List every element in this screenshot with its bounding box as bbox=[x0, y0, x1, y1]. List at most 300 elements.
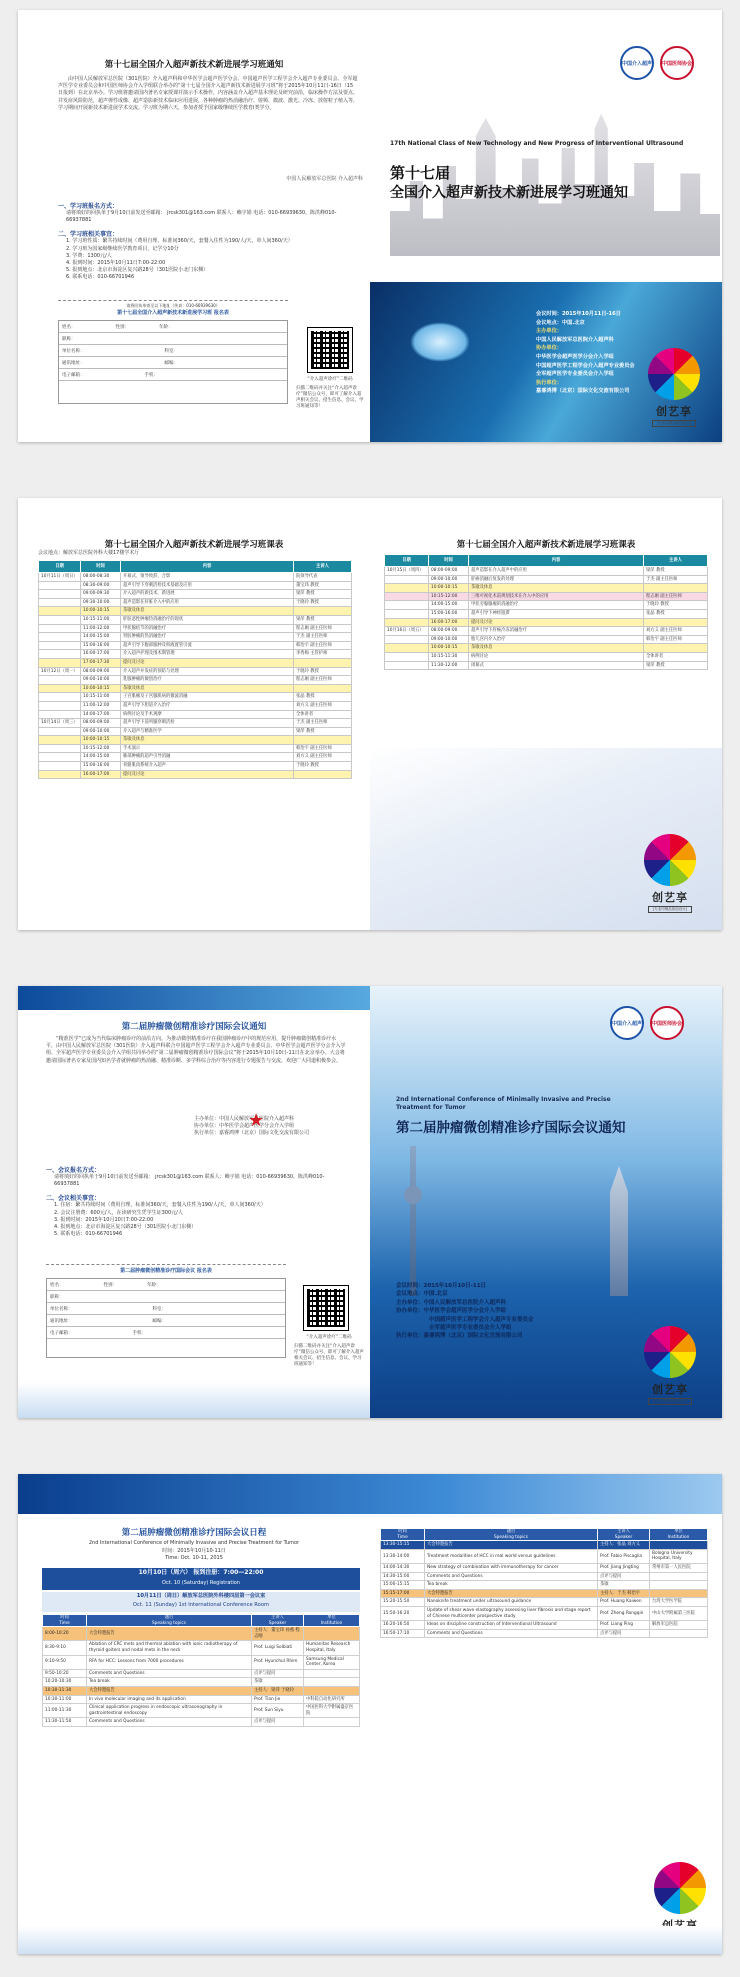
schedule-cell-date bbox=[385, 652, 429, 661]
schedule-cell-time: 14:00-15:00 bbox=[81, 633, 121, 642]
schedule-cell-date: 10月12日（周一） bbox=[39, 667, 81, 676]
schedule-cell-content: 甲状旁腺腺瘤的消融治疗 bbox=[469, 601, 644, 610]
schedule-cell-content: 介入超声的新技术、新进展 bbox=[121, 590, 294, 599]
schedule-cell-time: 10:15-12:00 bbox=[81, 744, 121, 753]
conf-form-field-title[interactable]: 职称： bbox=[47, 1291, 285, 1303]
program-cell-speaker: 点评与提问 bbox=[598, 1572, 650, 1581]
schedule-cell-time: 09:30-10:00 bbox=[81, 598, 121, 607]
tower-sphere-illustration bbox=[404, 1186, 422, 1204]
program-cell-inst: 中山大学附属第三医院 bbox=[650, 1606, 708, 1620]
notice-intro: 由中国人民解放军总医院（301医院）介入超声科和中华医学会超声医学分会、中国超声医学工程学会介入超声专业委员会、全军超声医学专业委员会和中国医师协会介入学组联合举办的“第十七届全国介入超声新技术新进展学习班”将于2015年10月11日-16日（15日报到）在北京举办。学习班将邀请国内著名专家授课并演示手术操作，内容涵盖介入超声基本理论及研究前沿，临床操作方法及要点、并发症风险防范，超声弹性成像、超声造影新技术临床应用进展，各种肿瘤的热消融治疗、射频、微波、激光、冷冻、放射粒子植入等，学习期间开展新技术新进展学术交流。学习班为期六天，参加者授予国家级继续医学教育I类学分。 bbox=[58, 76, 359, 111]
form-note: 请将回执单寄至以下地址（传真：010-66939630） bbox=[126, 303, 220, 308]
qr-label-2: “介入超声诊疗”二维码 bbox=[306, 1335, 352, 1340]
schedule-cell-speaker bbox=[644, 618, 708, 627]
program-cell-time: 10:20-10:30 bbox=[43, 1678, 87, 1687]
brochure-spread-3 bbox=[18, 986, 722, 1418]
program-cell-speaker: 主持人：董宝玮 孙燕 程志刚 bbox=[252, 1627, 304, 1641]
schedule-row bbox=[39, 727, 352, 736]
schedule-row bbox=[39, 633, 352, 642]
schedule-cell-speaker: 董宝玮 教授 bbox=[294, 581, 352, 590]
registration-form bbox=[58, 320, 288, 404]
schedule-row bbox=[39, 590, 352, 599]
schedule-cell-date bbox=[39, 710, 81, 719]
program-cell-topic: Comments and Questions bbox=[87, 1718, 252, 1727]
schedule2-table-wrap bbox=[384, 554, 708, 670]
schedule-cell-content: 肾脏肿瘤的热消融治疗 bbox=[121, 633, 294, 642]
schedule-cell-speaker: 刘方义 副主任医师 bbox=[294, 753, 352, 762]
schedule-row bbox=[385, 644, 708, 653]
program-cell-time: 15:50-16:20 bbox=[381, 1606, 425, 1620]
schedule-cell-speaker: 刘方义 副主任医师 bbox=[644, 627, 708, 636]
program-cell-inst: 台湾大学医学院 bbox=[650, 1598, 708, 1607]
schedule-row bbox=[39, 667, 352, 676]
program-cell-time: 11:00-11:30 bbox=[43, 1704, 87, 1718]
schedule-cell-speaker: 全体讲者 bbox=[644, 652, 708, 661]
section-matters-heading: 二、学习班相关事宜： bbox=[58, 231, 119, 239]
cut-line bbox=[58, 300, 288, 301]
program-cell-topic: 大会特邀报告 bbox=[425, 1589, 598, 1598]
schedule-cell-content: 甲状腺结节的消融治疗 bbox=[121, 624, 294, 633]
schedule-row bbox=[385, 618, 708, 627]
schedule-cell-speaker: 于晓玲 教授 bbox=[294, 762, 352, 771]
program-bottom-wave bbox=[18, 1926, 722, 1954]
schedule-cell-content: 超声引导下前列腺穿刺活检 bbox=[121, 719, 294, 728]
schedule-cell-date bbox=[385, 635, 429, 644]
schedule-cell-content: 介入超声并发症的预防与处理 bbox=[121, 667, 294, 676]
schedule-cell-speaker bbox=[294, 684, 352, 693]
schedule-cell-time: 10:15-12:00 bbox=[429, 592, 469, 601]
schedule-row bbox=[385, 627, 708, 636]
schedule-cell-speaker: 梁萍 教授 bbox=[294, 615, 352, 624]
conf-registration-body: 请将填好的回执单于9月10日前发送至邮箱： jrcsk301@163.com 联系人：赖宇娟 电话：010-66939630、陈洪峰010-66937881 bbox=[54, 1174, 325, 1188]
schedule-row bbox=[385, 635, 708, 644]
program-cell-topic: Nanoknife treatment under ultrasound guidance bbox=[425, 1598, 598, 1607]
conf-form-field-address[interactable]: 通讯地址： 邮编： bbox=[47, 1315, 285, 1327]
schedule-cell-content: 病例讨论及手术观摩 bbox=[121, 710, 294, 719]
schedule-cell-date bbox=[39, 744, 81, 753]
registration-banner: 10月10日（周六） 报到注册：7:00—22:00 Oct. 10 (Saturday) Registration bbox=[42, 1568, 360, 1590]
official-seal-star-icon: ★ bbox=[248, 1110, 265, 1131]
schedule-cell-time: 08:00-09:00 bbox=[429, 567, 469, 576]
society-badge-right-2: 中国医师协会 bbox=[650, 1006, 684, 1040]
schedule-cell-content: 肺部肿瘤的超声引导消融 bbox=[121, 753, 294, 762]
schedule-cell-speaker: 梁萍 教授 bbox=[294, 590, 352, 599]
program-cell-inst bbox=[650, 1572, 708, 1581]
program-cell-time: 15:00-15:15 bbox=[381, 1581, 425, 1590]
program-row bbox=[43, 1655, 360, 1669]
conf-cover-info: 会议时间：2015年10月10日-11日 会议地点：中国.北京 主办单位：中国人民解放军总医院介入超声科 协办单位：中华医学会超声医学分会介入学组 中国超声医学工程学会介入超声专业委员会 全军超声医学专业委员会介入学组 执行单位：嘉睿鸿博（北京）国际文化交流有限公司 bbox=[396, 1283, 534, 1340]
schedule-cell-date bbox=[39, 633, 81, 642]
schedule-cell-content: 超声引导下肝癌冷冻消融治疗 bbox=[469, 627, 644, 636]
wechat-qr-code-2 bbox=[304, 1286, 348, 1330]
schedule-cell-time: 08:30-09:00 bbox=[81, 581, 121, 590]
brand-flower-icon bbox=[644, 834, 696, 886]
schedule-cell-content: 茶歇及休息 bbox=[121, 736, 294, 745]
form-field-name[interactable]: 姓名： 性别： 年龄： bbox=[59, 321, 287, 333]
schedule-row bbox=[39, 684, 352, 693]
program-row bbox=[381, 1589, 708, 1598]
program-row bbox=[381, 1606, 708, 1620]
schedule-cell-speaker bbox=[644, 644, 708, 653]
schedule-cell-date bbox=[39, 684, 81, 693]
schedule-cell-content: 骨骼肌肉系统介入超声 bbox=[121, 762, 294, 771]
form-field-title[interactable]: 职称： bbox=[59, 333, 287, 345]
brand-logo-2: 创艺享 [专业印刷品原创设计] bbox=[640, 834, 700, 914]
schedule-cell-time: 15:00-16:00 bbox=[81, 641, 121, 650]
schedule-cell-time: 14:00-15:00 bbox=[81, 753, 121, 762]
conf-form-field-name[interactable]: 姓名： 性别： 年龄： bbox=[47, 1279, 285, 1291]
program-cell-speaker: 点评与提问 bbox=[252, 1669, 304, 1678]
notice-panel-17th bbox=[18, 10, 370, 442]
schedule-cell-speaker bbox=[294, 770, 352, 779]
cover-en-title: 17th National Class of New Technology and New Progress of Interventional Ultrasound bbox=[390, 140, 684, 147]
program-row bbox=[43, 1641, 360, 1655]
schedule-cell-speaker bbox=[644, 584, 708, 593]
form-field-email[interactable]: 电子邮箱： 手机： bbox=[59, 369, 287, 381]
program-table-left: 时间 Time 题目 Speaking topics 主讲人 Speaker 单位 Institution 8:00-10:20 大会特邀报告 主持人：董宝玮 孙燕 程志刚 8:30-9:10 Ablation of CRC mets and thermal ablation with ionic radiotherapy of thyroid goiters and nodal mets in the neck Prof. Luigi Solbiati Humanitas Research Hospital, Italy 9:10-9:50 RFA for HCC: Lessons from 7000 procedures Prof. Hyunchul Rhim Samsung Medical Center, Korea 9:50-10:20 Comments and Questions 点评与提问 10:20-10:30 Tea break 茶歇 10:30-11:30 大会特邀报告 主持人：梁萍 于晓玲 10:30-11:00 In vivo molecular imaging and its application Prof. Tian Jie 中科院自动化研究所 11:00-11:30 Clinical application progress in endoscopic ultrasonography in gastrointestinal endoscopy Prof. Sun Siyu 中国医科大学附属盛京医院 11:30-11:50 Comments and Questions 点评与提问 bbox=[42, 1614, 360, 1727]
conf-registration-form bbox=[46, 1278, 286, 1358]
schedule-row bbox=[385, 592, 708, 601]
program-table-left-wrap bbox=[42, 1614, 360, 1727]
program-cell-topic: Clinical application progress in endoscopic ultrasonography in gastrointestinal endoscopy bbox=[87, 1704, 252, 1718]
schedule-cell-speaker: 程志刚 副主任医师 bbox=[644, 592, 708, 601]
schedule-cell-date bbox=[39, 676, 81, 685]
schedule-cell-date bbox=[39, 753, 81, 762]
program-cell-time: 8:30-9:10 bbox=[43, 1641, 87, 1655]
schedule-cell-time: 10:00-10:15 bbox=[81, 684, 121, 693]
schedule-row bbox=[39, 770, 352, 779]
program-cell-time: 15:20-15:50 bbox=[381, 1598, 425, 1607]
program-cell-speaker: Prof. Jiang Jingting bbox=[598, 1563, 650, 1572]
conf-notice-title: 第二届肿瘤微创精准诊疗国际会议通知 bbox=[121, 1022, 267, 1032]
conf-form-field-unit[interactable]: 单位名称： 科室： bbox=[47, 1303, 285, 1315]
schedule-cell-date: 10月16日（周五） bbox=[385, 627, 429, 636]
schedule-row bbox=[385, 575, 708, 584]
program-cell-speaker: Prof. Zheng Rongqin bbox=[598, 1606, 650, 1620]
program-table-right-wrap bbox=[380, 1528, 708, 1638]
schedule-cell-speaker: 院领导代表 bbox=[294, 573, 352, 582]
program-cell-inst bbox=[650, 1541, 708, 1550]
schedule-cell-date bbox=[39, 607, 81, 616]
schedule-cell-speaker: 张晶 教授 bbox=[294, 693, 352, 702]
program-title: 第二届肿瘤微创精准诊疗国际会议日程 bbox=[121, 1528, 267, 1538]
schedule-cell-time: 16:00-17:00 bbox=[429, 618, 469, 627]
program-cell-time: 8:00-10:20 bbox=[43, 1627, 87, 1641]
brand-flower-icon bbox=[644, 1326, 696, 1378]
schedule-cell-date bbox=[385, 644, 429, 653]
schedule-cell-time: 09:00-09:30 bbox=[81, 590, 121, 599]
program-panel-right bbox=[370, 1474, 722, 1954]
schedule-cell-speaker: 韩治宇 副主任医师 bbox=[644, 635, 708, 644]
program-panel-left bbox=[18, 1474, 370, 1954]
brand-flower-icon bbox=[648, 348, 700, 400]
program-cell-inst: 中科院自动化研究所 bbox=[304, 1695, 360, 1704]
schedule-cell-content: 提问及讨论 bbox=[121, 658, 294, 667]
schedule-row bbox=[385, 567, 708, 576]
schedule-cell-time: 08:00-09:00 bbox=[81, 667, 121, 676]
form-field-blank[interactable] bbox=[59, 381, 287, 393]
schedule-panel-2 bbox=[370, 498, 722, 930]
schedule-row bbox=[39, 719, 352, 728]
schedule-cell-speaker: 于杰 副主任医师 bbox=[294, 633, 352, 642]
schedule-cell-speaker: 于晓玲 教授 bbox=[644, 601, 708, 610]
schedule2-title: 第十七届全国介入超声新技术新进展学习班课表 bbox=[456, 540, 636, 550]
program-row bbox=[381, 1629, 708, 1638]
program-en-title: 2nd International Conference of Minimally Invasive and Precise Treatment for Tumor bbox=[88, 1540, 300, 1546]
schedule-row bbox=[39, 650, 352, 659]
qr-label: “介入超声诊疗”二维码 bbox=[307, 377, 353, 382]
schedule-cell-content: 闭幕式 bbox=[469, 661, 644, 670]
program-cell-inst bbox=[650, 1581, 708, 1590]
schedule-cell-content: 茶歇及休息 bbox=[121, 684, 294, 693]
brochure-spread-4 bbox=[18, 1474, 722, 1954]
cover-title-line1: 第十七届 bbox=[390, 164, 451, 182]
program-cell-inst: Samsung Medical Center, Korea bbox=[304, 1655, 360, 1669]
schedule-cell-time: 09:00-10:00 bbox=[81, 727, 121, 736]
schedule-cell-content: 乳腺肿瘤的微创治疗 bbox=[121, 676, 294, 685]
schedule-cell-content: 超声引导下腹部脓肿及积液置管引流 bbox=[121, 641, 294, 650]
program-cell-topic: Update of shear wave elastography assessing liver fibrosis and stage report of Chinese multicenter prospective study bbox=[425, 1606, 598, 1620]
schedule-row bbox=[39, 581, 352, 590]
program-cell-speaker: Prof. Luigi Solbiati bbox=[252, 1641, 304, 1655]
schedule-cell-date bbox=[39, 770, 81, 779]
schedule-row bbox=[39, 573, 352, 582]
program-cell-topic: 大会特邀报告 bbox=[87, 1686, 252, 1695]
schedule-cell-date bbox=[39, 624, 81, 633]
schedule-cell-time: 15:00-16:00 bbox=[81, 762, 121, 771]
schedule-row bbox=[39, 658, 352, 667]
schedule-row bbox=[39, 693, 352, 702]
cut-line-2 bbox=[46, 1264, 286, 1265]
schedule1-title: 第十七届全国介入超声新技术新进展学习班课表 bbox=[104, 540, 284, 550]
schedule1-venue: 会议地点：解放军总医院外科大楼17楼学术厅 bbox=[38, 550, 140, 556]
program-cell-speaker: Prof. Huang Kaiwen bbox=[598, 1598, 650, 1607]
schedule-row bbox=[385, 661, 708, 670]
program-cell-inst bbox=[650, 1629, 708, 1638]
schedule-cell-date bbox=[39, 581, 81, 590]
program-cell-topic: New strategy of combination with immunotherapy for cancer bbox=[425, 1563, 598, 1572]
schedule-cell-content: 超声引导下胆道介入治疗 bbox=[121, 701, 294, 710]
program-cell-time: 14:00-14:30 bbox=[381, 1563, 425, 1572]
program-cell-speaker: 茶歇 bbox=[252, 1678, 304, 1687]
program-cell-inst: Humanitas Research Hospital, Italy bbox=[304, 1641, 360, 1655]
conf-notice-intro: “精准医学”已成为当代临床肿瘤诊疗的前沿方向。为推动微创精准诊疗在我国肿瘤诊疗中的规范应用，提升肿瘤微创精准诊疗水平，由中国人民解放军总医院（301医院）介入超声科联合中国超声医学工程学会介入超声专业委员会、中华医学会超声医学分会介入学组、全军超声医学专业委员会介入学组共同举办的“第二届肿瘤微创精准诊疗国际会议”将于2015年10月10日-11日在北京举办。大会将邀请国际著名专家及国内知名学者就肿瘤的热消融、精准诊断、多学科综合治疗等内容进行专题报告与交流，欢迎广大同道积极参会。 bbox=[46, 1036, 346, 1064]
schedule-cell-speaker: 李秀梅 主管护师 bbox=[294, 650, 352, 659]
schedule-cell-time: 11:30-12:00 bbox=[429, 661, 469, 670]
program-cell-speaker: 茶歇 bbox=[598, 1581, 650, 1590]
program-cell-time: 13:30-15:15 bbox=[381, 1541, 425, 1550]
form-field-address[interactable]: 通讯地址： 邮编： bbox=[59, 357, 287, 369]
schedule-cell-time: 17:00-17:30 bbox=[81, 658, 121, 667]
schedule-cell-time: 10:15-11:00 bbox=[81, 615, 121, 624]
brand-flower-icon bbox=[654, 1862, 706, 1914]
wechat-qr-code bbox=[308, 328, 352, 372]
conf-registration-heading: 一、会议报名方式： bbox=[46, 1167, 101, 1174]
cover-info-block: 会议时间：2015年10月11日-16日 会议地点：中国.北京 主办单位： 中国人民解放军总医院介入超声科 协办单位： 中华医学会超声医学分会介入学组 中国超声医学工程学会介入超声专业委员会 全军超声医学专业委员会介入学组 执行单位： 嘉睿鸿博（北京）国际文化交流有限公司 bbox=[536, 311, 635, 395]
schedule-cell-content: 超声引导下神经阻滞 bbox=[469, 609, 644, 618]
schedule-cell-time: 08:00-09:00 bbox=[81, 719, 121, 728]
probe-illustration bbox=[410, 322, 470, 362]
program-cell-inst bbox=[650, 1589, 708, 1598]
program-row bbox=[43, 1686, 360, 1695]
program-row bbox=[43, 1627, 360, 1641]
schedule-cell-content: 茶歇及休息 bbox=[121, 607, 294, 616]
program-cell-inst bbox=[304, 1627, 360, 1641]
program-cell-speaker: Prof. Hyunchul Rhim bbox=[252, 1655, 304, 1669]
program-row bbox=[381, 1598, 708, 1607]
schedule-cell-speaker: 程志刚 副主任医师 bbox=[294, 624, 352, 633]
conf-sign-block: 主办单位：中国人民解放军总医院介入超声科 协办单位：中华医学会超声医学分会介入学组 执行单位：嘉睿鸿博（北京）国际文化交流有限公司 bbox=[194, 1116, 310, 1137]
schedule-cell-date bbox=[385, 601, 429, 610]
form-field-unit[interactable]: 单位名称： 科室： bbox=[59, 345, 287, 357]
schedule-row bbox=[39, 676, 352, 685]
program-cell-topic: Comments and Questions bbox=[425, 1629, 598, 1638]
qr-caption-2: 扫描二维码并关注“介入超声诊疗”微信公众号，即可了解介入超声相关会议、招生信息、会议、学习班通知等！ bbox=[294, 1344, 364, 1367]
schedule-cell-date bbox=[385, 661, 429, 670]
schedule-cell-content: 茶歇及休息 bbox=[469, 644, 644, 653]
schedule-cell-date bbox=[39, 693, 81, 702]
schedule-cell-content: 子宫肌瘤及子宫腺肌病的微波消融 bbox=[121, 693, 294, 702]
program-cell-topic: Tea break bbox=[87, 1678, 252, 1687]
conf-matters-heading: 二、会议相关事宜： bbox=[46, 1195, 101, 1203]
program-cell-speaker: Prof. Fabio Piscaglia bbox=[598, 1549, 650, 1563]
conf-cover-en-title: 2nd International Conference of Minimally Invasive and Precise Treatment for Tumor bbox=[396, 1096, 611, 1111]
program-row bbox=[381, 1563, 708, 1572]
section-matters-body: 1. 学习班性质：繁共持续时间（费用自理，标准间360/天，套餐入住性为190/人/天，单人间360/天） 2. 学习班为国家级继续医学教育项目，记学分10分 3. 学费：1300元/人 4. 报到时间：2015年10月11日7:00-22:00 5. 报到地点：北京市海淀区复兴路28号（301医院小北门东侧） 6. 联系电话：010-66701946 bbox=[66, 238, 293, 281]
program-cell-speaker: Prof. Liang Ping bbox=[598, 1621, 650, 1630]
program-cell-topic: Ablation of CRC mets and thermal ablation with ionic radiotherapy of thyroid goiters and nodal mets in the neck bbox=[87, 1641, 252, 1655]
program-cell-inst bbox=[304, 1718, 360, 1727]
schedule-cell-time: 10:15-11:30 bbox=[429, 652, 469, 661]
schedule-cell-time: 16:00-17:00 bbox=[81, 770, 121, 779]
conf-cover-title: 第二届肿瘤微创精准诊疗国际会议通知 bbox=[396, 1120, 626, 1136]
program-cell-topic: Comments and Questions bbox=[87, 1669, 252, 1678]
schedule-cell-time: 10:00-10:15 bbox=[81, 736, 121, 745]
program-cell-speaker: 主持人：于杰 韩治宇 bbox=[598, 1589, 650, 1598]
schedule-cell-speaker: 梁萍 教授 bbox=[644, 661, 708, 670]
program-row bbox=[381, 1572, 708, 1581]
program-row bbox=[381, 1621, 708, 1630]
schedule-cell-content: 肝癌消融后复发的处理 bbox=[469, 575, 644, 584]
program-cell-topic: 大会特邀报告 bbox=[425, 1541, 598, 1550]
schedule-cell-speaker: 刘方义 副主任医师 bbox=[294, 701, 352, 710]
program-cell-topic: Treatment modalities of HCC in real world versus guidelines bbox=[425, 1549, 598, 1563]
schedule-cell-date bbox=[385, 618, 429, 627]
schedule-row bbox=[39, 710, 352, 719]
schedule-cell-content: 开幕式、领导致辞、合影 bbox=[121, 573, 294, 582]
schedule-cell-speaker: 程志刚 副主任医师 bbox=[294, 676, 352, 685]
cover-panel-2nd-conf bbox=[370, 986, 722, 1418]
schedule-cell-content: 介入超声护理及围术期管理 bbox=[121, 650, 294, 659]
day2-banner: 10月11日（周日）解放军总医院外科楼四层第一会议室 Oct. 11 (Sunday) 1st International Conference Room bbox=[42, 1592, 360, 1612]
program-cell-time: 16:50-17:10 bbox=[381, 1629, 425, 1638]
schedule-cell-time: 08:00-09:00 bbox=[429, 627, 469, 636]
program-cell-inst: 常州市第一人民医院 bbox=[650, 1563, 708, 1572]
bottom-wave bbox=[18, 1382, 370, 1418]
program-cell-time: 11:30-11:50 bbox=[43, 1718, 87, 1727]
program-cell-topic: RFA for HCC: Lessons from 7000 procedures bbox=[87, 1655, 252, 1669]
brand-logo-3: 创艺享 [专业印刷品原创设计] bbox=[640, 1326, 700, 1406]
program-cell-speaker: Prof. Sun Siyu bbox=[252, 1704, 304, 1718]
cover-panel-17th bbox=[370, 10, 722, 442]
schedule-cell-speaker: 于杰 副主任医师 bbox=[294, 719, 352, 728]
schedule-cell-date bbox=[39, 650, 81, 659]
schedule-row bbox=[39, 598, 352, 607]
schedule-cell-content: 提问及讨论 bbox=[121, 770, 294, 779]
program-cell-time: 10:30-11:00 bbox=[43, 1695, 87, 1704]
program-cell-inst bbox=[304, 1678, 360, 1687]
program-cell-speaker: 主持人：梁萍 于晓玲 bbox=[252, 1686, 304, 1695]
program-row bbox=[381, 1541, 708, 1550]
schedule-panel-1 bbox=[18, 498, 370, 930]
schedule-cell-date bbox=[385, 592, 429, 601]
schedule-cell-speaker bbox=[294, 736, 352, 745]
program-cell-time: 13:30-14:00 bbox=[381, 1549, 425, 1563]
schedule-cell-content: 超声造影在肝脏介入中的应用 bbox=[121, 598, 294, 607]
program-cell-speaker: 点评与提问 bbox=[252, 1718, 304, 1727]
schedule-cell-time: 10:15-11:00 bbox=[81, 693, 121, 702]
form-title: 第十七届全国介入超声新技术新进展学习班 报名表 bbox=[117, 310, 229, 316]
schedule-cell-content: 手术演示 bbox=[121, 744, 294, 753]
schedule-cell-date bbox=[39, 727, 81, 736]
brochure-spread-1 bbox=[18, 10, 722, 442]
program-row bbox=[381, 1549, 708, 1563]
section-registration-body: 请将填好的回执单于9月10日前发送至邮箱： jrcsk301@163.com 联系人：赖宇娟 电话：010-66939630、陈洪峰010-66937881 bbox=[66, 210, 337, 224]
schedule-cell-date bbox=[39, 736, 81, 745]
schedule-cell-date bbox=[39, 615, 81, 624]
program-row bbox=[381, 1581, 708, 1590]
schedule-cell-time: 14:00-15:00 bbox=[429, 601, 469, 610]
schedule-cell-speaker: 于杰 副主任医师 bbox=[644, 575, 708, 584]
conf-form-field-blank[interactable] bbox=[47, 1339, 285, 1351]
schedule-cell-speaker: 韩治宇 副主任医师 bbox=[294, 744, 352, 753]
schedule2-table: 日期 时间 内容 主讲人 10月15日（周四） 08:00-09:00 超声造影在介入超声中的应用 梁萍 教授 09:00-10:00 肝癌消融后复发的处理 于杰 副主任医师 10:00-10:15 茶歇及休息 10:15-12:00 三维可视化术前规划技术在介入中的应用 程志刚 副主任医师 14:00-15:00 甲状旁腺腺瘤的消融治疗 于晓玲 教授 15:00-16:00 超声引导下神经阻滞 张晶 教授 16:00-17:00 提问及讨论 10月16日（周五） 08:00-09:00 超声引导下肝癌冷冻消融治疗 刘方义 副主任医师 09:00-10:00 胎儿宫内介入治疗 韩治宇 副主任医师 10:00-10:15 茶歇及休息 10:15-11:30 病例讨论 全体讲者 11:30-12:00 闭幕式 梁萍 教授 bbox=[384, 554, 708, 670]
schedule1-table: 日期 时间 内容 主讲人 10月11日（周日） 08:00-08:30 开幕式、领导致辞、合影 院领导代表 08:30-09:00 超声引导下穿刺活检技术基础及应用 董宝玮 教授 09:00-09:30 介入超声的新技术、新进展 梁萍 教授 09:30-10:00 超声造影在肝脏介入中的应用 于晓玲 教授 10:00-10:15 茶歇及休息 10:15-11:00 肝脏恶性肿瘤热消融治疗的现状 梁萍 教授 11:00-12:00 甲状腺结节的消融治疗 程志刚 副主任医师 14:00-15:00 肾脏肿瘤的热消融治疗 于杰 副主任医师 15:00-16:00 超声引导下腹部脓肿及积液置管引流 韩治宇 副主任医师 16:00-17:00 介入超声护理及围术期管理 李秀梅 主管护师 17:00-17:30 提问及讨论 10月12日（周一） 08:00-09:00 介入超声并发症的预防与处理 于晓玲 教授 09:00-10:00 乳腺肿瘤的微创治疗 程志刚 副主任医师 10:00-10:15 茶歇及休息 10:15-11:00 子宫肌瘤及子宫腺肌病的微波消融 张晶 教授 11:00-12:00 超声引导下胆道介入治疗 刘方义 副主任医师 14:00-17:00 病例讨论及手术观摩 全体讲者 10月14日（周三） 08:00-09:00 超声引导下前列腺穿刺活检 于杰 副主任医师 09:00-10:00 介入超声与精准医学 梁萍 教授 10:00-10:15 茶歇及休息 10:15-12:00 手术演示 韩治宇 副主任医师 14:00-15:00 肺部肿瘤的超声引导消融 刘方义 副主任医师 15:00-16:00 骨骼肌肉系统介入超声 于晓玲 教授 16:00-17:00 提问及讨论 bbox=[38, 560, 352, 779]
conf-form-title: 第二届肿瘤微创精准诊疗国际会议 报名表 bbox=[120, 1268, 212, 1274]
schedule-row bbox=[39, 736, 352, 745]
schedule-cell-content: 肝脏恶性肿瘤热消融治疗的现状 bbox=[121, 615, 294, 624]
program-cell-inst bbox=[304, 1686, 360, 1695]
cover-title-line2: 全国介入超声新技术新进展学习班通知 bbox=[390, 185, 628, 201]
program-cell-time: 9:50-10:20 bbox=[43, 1669, 87, 1678]
schedule-cell-speaker bbox=[294, 658, 352, 667]
schedule-cell-time: 10:00-10:15 bbox=[429, 584, 469, 593]
schedule-cell-time: 09:00-10:00 bbox=[429, 575, 469, 584]
schedule-cell-content: 超声引导下穿刺活检技术基础及应用 bbox=[121, 581, 294, 590]
schedule-cell-date bbox=[39, 701, 81, 710]
society-badge-right: 中国医师协会 bbox=[660, 46, 694, 80]
notice-panel-2nd-conf bbox=[18, 986, 370, 1418]
schedule-cell-time: 09:00-10:00 bbox=[81, 676, 121, 685]
schedule-cell-speaker: 全体讲者 bbox=[294, 710, 352, 719]
schedule-cell-time: 09:00-10:00 bbox=[429, 635, 469, 644]
program-row bbox=[43, 1718, 360, 1727]
conf-form-field-email[interactable]: 电子邮箱： 手机： bbox=[47, 1327, 285, 1339]
program-cell-inst: 中国医科大学附属盛京医院 bbox=[304, 1704, 360, 1718]
schedule-row bbox=[39, 744, 352, 753]
tower-illustration bbox=[410, 1146, 416, 1296]
schedule-cell-speaker: 梁萍 教授 bbox=[294, 727, 352, 736]
program-cell-topic: Ideas on discipline construction of Interventional Ultrasound bbox=[425, 1621, 598, 1630]
schedule-cell-content: 超声造影在介入超声中的应用 bbox=[469, 567, 644, 576]
schedule-cell-date bbox=[39, 762, 81, 771]
schedule-cell-date bbox=[385, 575, 429, 584]
schedule-cell-time: 10:00-10:15 bbox=[81, 607, 121, 616]
notice-title: 第十七届全国介入超声新技术新进展学习班通知 bbox=[104, 60, 284, 70]
schedule-row bbox=[39, 607, 352, 616]
skyscraper-illustration bbox=[610, 1166, 628, 1296]
schedule-cell-content: 茶歇及休息 bbox=[469, 584, 644, 593]
